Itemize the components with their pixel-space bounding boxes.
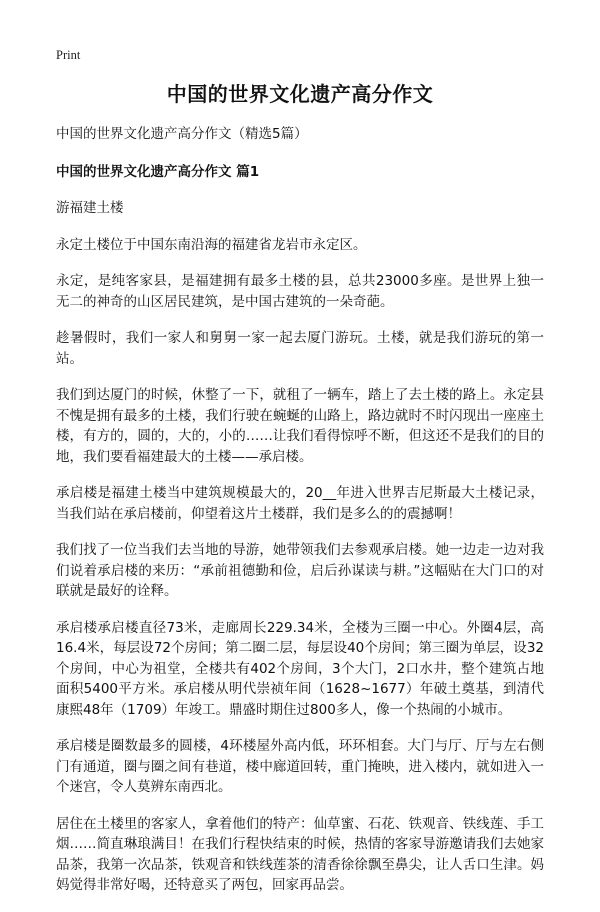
paragraph: 游福建土楼 [56, 200, 124, 216]
paragraph: 我们找了一位当我们去当地的导游，她带领我们去参观承启楼。她一边走一边对我们说着承启楼的来历：“承前祖德勤和俭，启后孙谋读与耕。”这幅贴在大门口的对联就是最好的诠释。 [56, 542, 544, 599]
paragraph: 承启楼是圈数最多的圆楼，4环楼屋外高内低，环环相套。大门与厅、厅与左右侧门有通道，圈与圈之间有巷道，楼中廊道回转，重门掩映，进入楼内，就如进入一个迷宫，令人莫辨东南西北。 [56, 738, 544, 795]
section-heading: 中国的世界文化遗产高分作文 篇1 [56, 164, 260, 180]
page-title: 中国的世界文化遗产高分作文 [166, 82, 434, 106]
paragraph: 承启楼是福建土楼当中建筑规模最大的，20__年进入世界吉尼斯最大土楼记录，当我们站在承启楼前，仰望着这片土楼群，我们是多么的的震撼啊！ [56, 485, 544, 522]
paragraph: 居住在土楼里的客家人，拿着他们的特产：仙草蜜、石花、铁观音、铁线莲、手工烟……简直琳琅满目！在我们行程快结束的时候，热情的客家导游邀请我们去她家品茶，我第一次品茶，铁观音和铁线莲茶的清香徐徐飘至鼻尖，让人舌口生津。妈妈觉得非常好喝，还特意买了两包，回家再品尝。 [56, 815, 544, 893]
paragraph: 我们到达厦门的时候，休整了一下，就租了一辆车，踏上了去土楼的路上。永定县不愧是拥有最多的土楼，我们行驶在蜿蜒的山路上，路边就时不时闪现出一座座土楼，有方的，圆的，大的，小的……让我们看得惊呼不断，但这还不是我们的目的地，我们要看福建最大的土楼——承启楼。 [56, 387, 544, 465]
article-subtitle: 中国的世界文化遗产高分作文（精选5篇） [56, 126, 308, 142]
article-body [56, 124, 544, 912]
paragraph: 承启楼承启楼直径73米，走廊周长229.34米，全楼为三圈一中心。外圈4层，高16.4米，每层设72个房间；第二圈二层，每层设40个房间；第三圈为单层，设32个房间，中心为祖堂，全楼共有402个房间，3个大门，2口水井，整个建筑占地面积5400平方米。承启楼从明代崇祯年间（1628~1677）年破土奠基，到清代康熙48年（1709）年竣工。鼎盛时期住过800多人，像一个热闹的小城市。 [56, 619, 544, 718]
paragraph: 永定土楼位于中国东南沿海的福建省龙岩市永定区。 [56, 236, 367, 253]
paragraph: 趁暑假时，我们一家人和舅舅一家一起去厦门游玩。土楼，就是我们游玩的第一站。 [56, 330, 544, 367]
paragraph: 永定，是纯客家县，是福建拥有最多土楼的县，总共23000多座。是世界上独一无二的神奇的山区居民建筑，是中国古建筑的一朵奇葩。 [56, 273, 544, 310]
print-link[interactable]: Print [56, 48, 81, 62]
